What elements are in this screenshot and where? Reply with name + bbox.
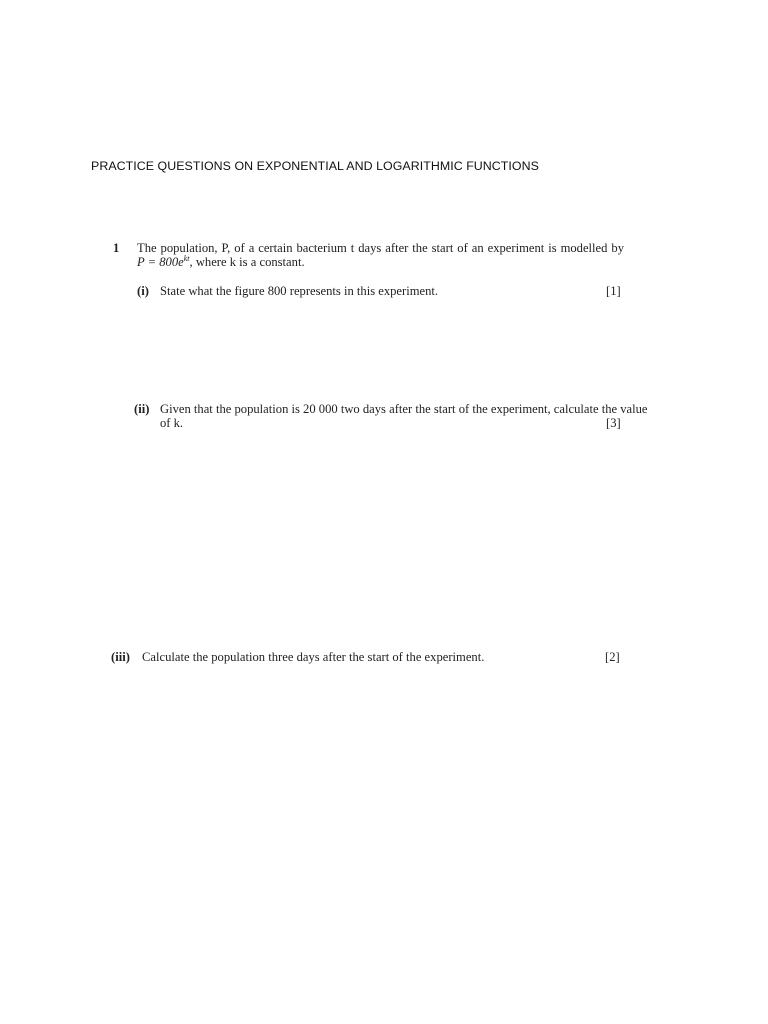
page-title: PRACTICE QUESTIONS ON EXPONENTIAL AND LOGARITHMIC FUNCTIONS bbox=[91, 159, 539, 173]
part-iii-text: Calculate the population three days after the start of the experiment. bbox=[142, 650, 485, 664]
question-stem-line-2 bbox=[137, 255, 624, 269]
formula-exponent: kt bbox=[183, 254, 190, 263]
part-iii-marks: [2] bbox=[605, 650, 620, 664]
part-ii-marks: [3] bbox=[606, 416, 621, 430]
question-stem bbox=[137, 241, 624, 269]
part-iii-label: (iii) bbox=[111, 650, 130, 664]
part-ii-text-line-2: of k. bbox=[160, 416, 184, 430]
formula-base: P = 800e bbox=[137, 255, 184, 269]
part-i-label: (i) bbox=[137, 284, 149, 298]
part-ii-text-line-1: Given that the population is 20 000 two days after the start of the experiment, calculate the value bbox=[160, 402, 648, 416]
formula-suffix: , where k is a constant. bbox=[189, 255, 305, 269]
part-i-marks: [1] bbox=[606, 284, 621, 298]
part-i-text: State what the figure 800 represents in this experiment. bbox=[160, 284, 439, 298]
part-ii-label: (ii) bbox=[134, 402, 150, 416]
question-stem-line-1: The population, P, of a certain bacterium t days after the start of an experiment is modelled by bbox=[137, 241, 624, 255]
question-number: 1 bbox=[113, 241, 120, 255]
